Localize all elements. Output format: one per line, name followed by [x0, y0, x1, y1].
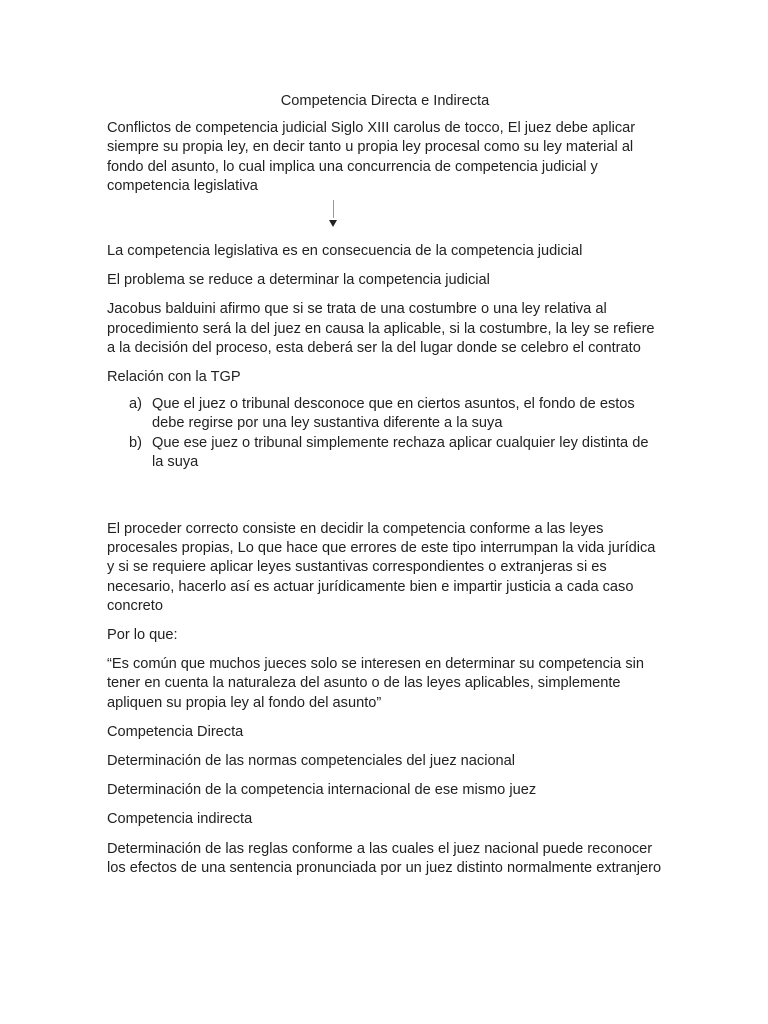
heading-competencia-indirecta: Competencia indirecta	[107, 811, 253, 828]
arrow-head	[329, 220, 337, 227]
blank-space	[107, 482, 663, 520]
paragraph-problem: El problema se reduce a determinar la competencia judicial	[107, 272, 490, 289]
paragraph-tgp-heading: Relación con la TGP	[107, 369, 241, 386]
quote-paragraph: “Es común que muchos jueces solo se interesen en determinar su competencia sin tener en cuenta la naturaleza del asunto o de las leyes aplicables, simplemente apliquen su propia ley al fondo del asunto”	[107, 656, 645, 711]
down-arrow-icon	[107, 196, 663, 242]
paragraph-por-lo-que: Por lo que:	[107, 627, 178, 644]
tgp-list	[107, 395, 663, 472]
list-item-text: Que ese juez o tribunal simplemente rechaza aplicar cualquier ley distinta de la suya	[152, 434, 649, 470]
document-page	[107, 92, 663, 888]
paragraph-normas: Determinación de las normas competenciales del juez nacional	[107, 753, 516, 770]
paragraph-legislative: La competencia legislativa es en consecuencia de la competencia judicial	[107, 243, 583, 260]
heading-competencia-directa: Competencia Directa	[107, 723, 244, 740]
list-item	[107, 434, 663, 472]
paragraph-internacional: Determinación de la competencia internacional de ese mismo juez	[107, 782, 537, 799]
paragraph-reglas: Determinación de las reglas conforme a las cuales el juez nacional puede reconocer los efectos de una sentencia pronunciada por un juez distinto normalmente extranjero	[107, 840, 662, 876]
arrow-shaft	[333, 200, 334, 218]
list-item-text: Que el juez o tribunal desconoce que en ciertos asuntos, el fondo de estos debe regirse por una ley sustantiva diferente a la suya	[152, 396, 635, 432]
list-item	[107, 395, 663, 433]
intro-paragraph: Conflictos de competencia judicial Siglo XIII carolus de tocco, El juez debe aplicar siempre su propia ley, en decir tanto u propia ley procesal como su ley material al fondo del asunto, lo cual implica una concurrencia de competencia judicial y competencia legislativa	[107, 120, 636, 194]
paragraph-proceder: El proceder correcto consiste en decidir la competencia conforme a las leyes procesales propias, Lo que hace que errores de este tipo interrumpan la vida jurídica y si se requiere aplicar leyes sustantivas correspondientes o extranjeras si es necesario, hacerlo así es actuar jurídicamente bien e impartir justicia a cada caso concreto	[107, 521, 656, 614]
paragraph-balduini: Jacobus balduini afirmo que si se trata de una costumbre o una ley relativa al procedimiento será la del juez en causa la aplicable, si la costumbre, la ley se refiere a la decisión del proceso, esta deberá ser la del lugar donde se celebro el contrato	[107, 301, 655, 356]
document-title: Competencia Directa e Indirecta	[280, 93, 490, 109]
list-marker: b)	[129, 434, 142, 451]
list-marker: a)	[129, 396, 142, 413]
